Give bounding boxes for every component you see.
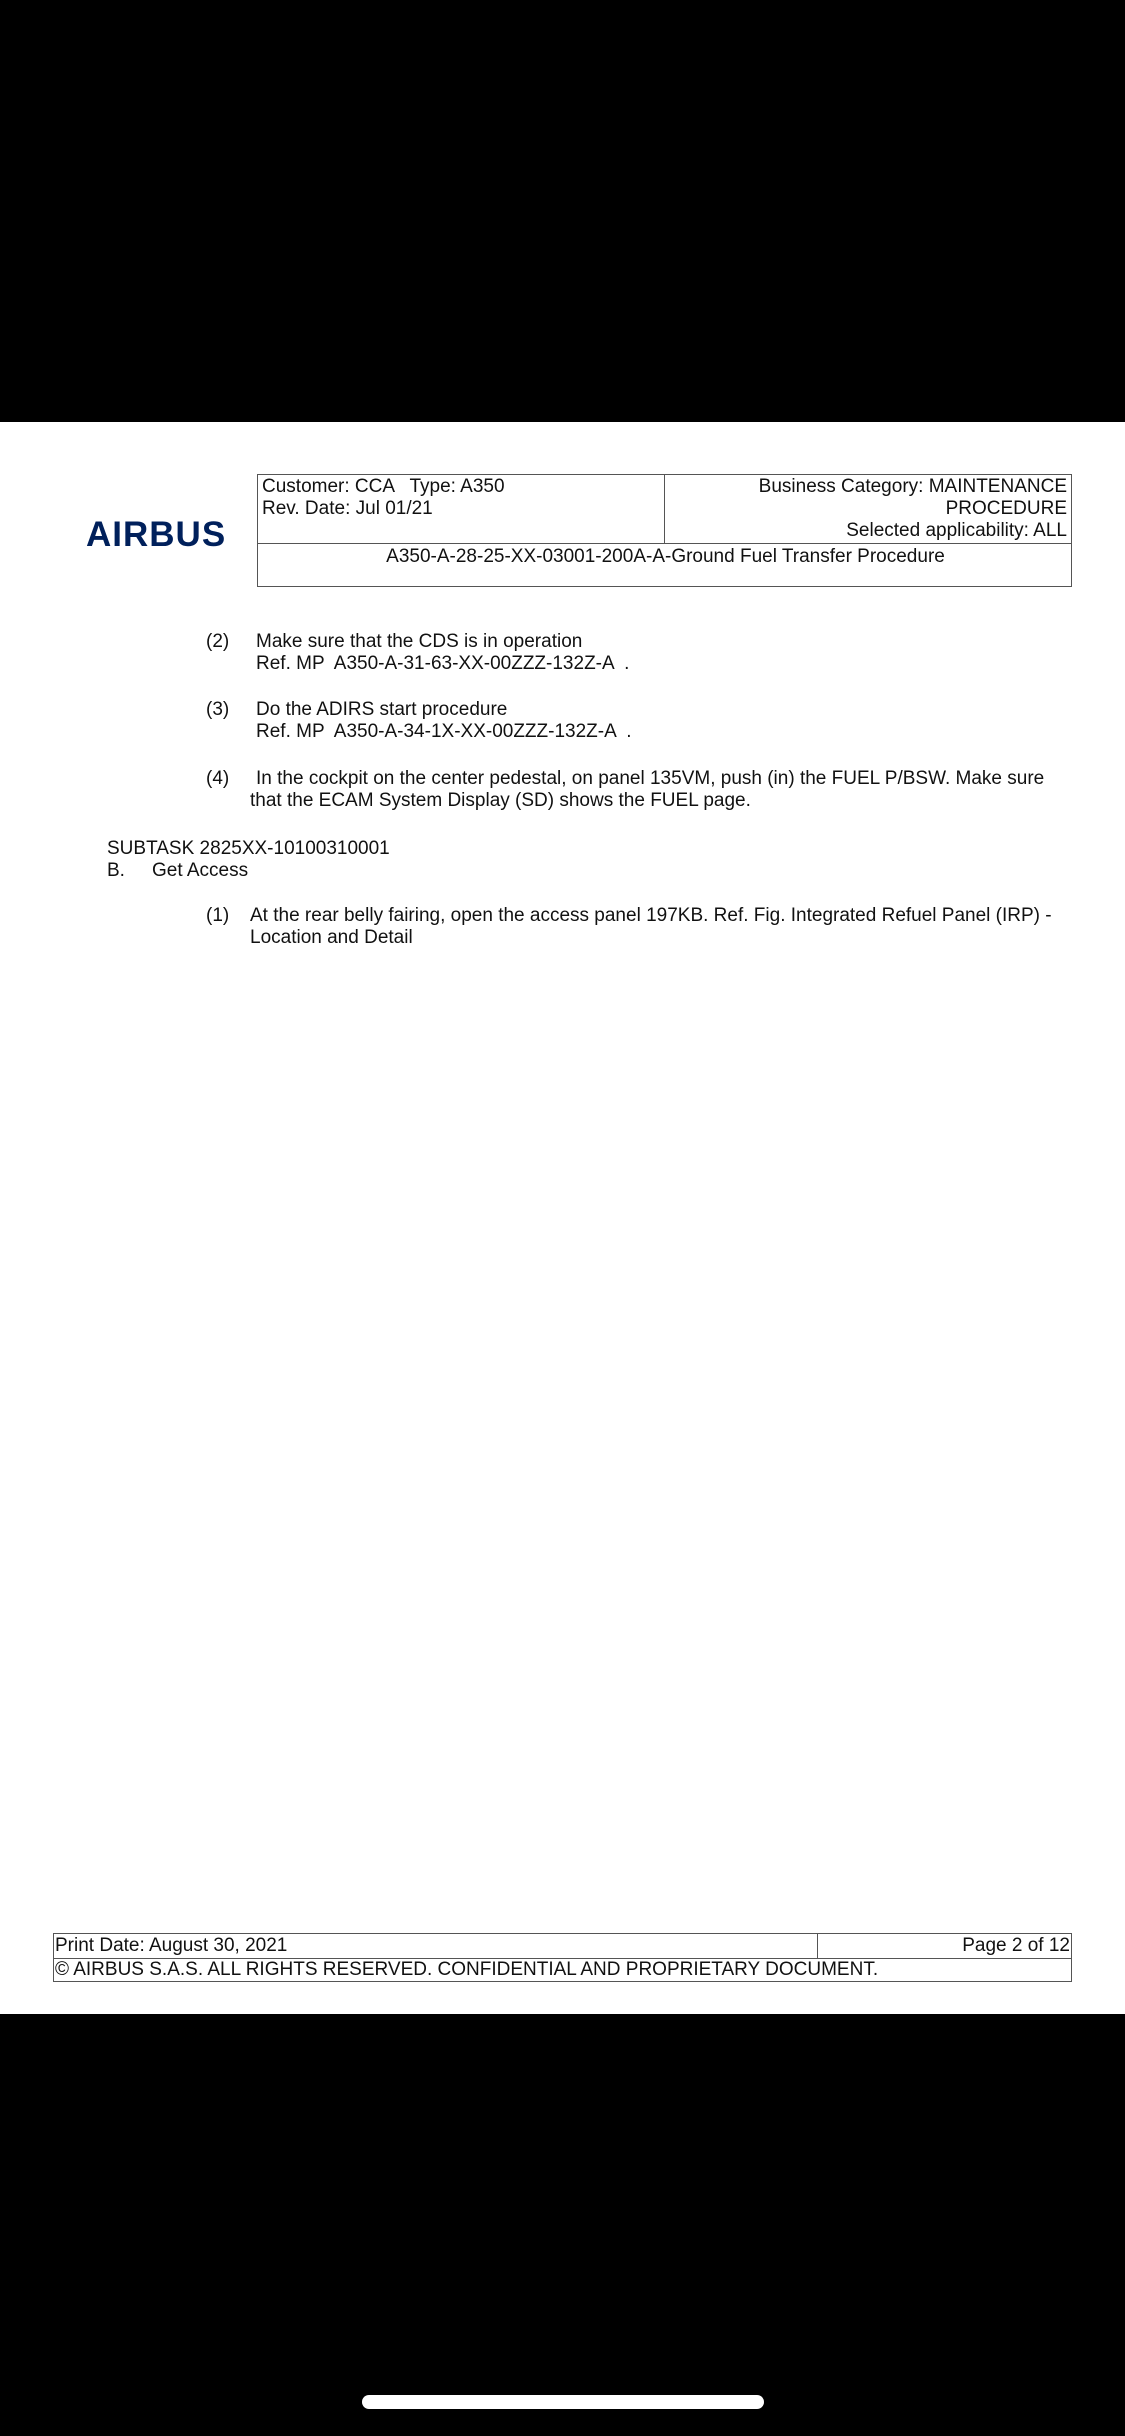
header-right-cell (669, 476, 1067, 542)
copyright-notice: © AIRBUS S.A.S. ALL RIGHTS RESERVED. CONFIDENTIAL AND PROPRIETARY DOCUMENT. (55, 1959, 879, 1980)
access-step-1 (206, 905, 1066, 949)
step-4 (206, 768, 1066, 812)
subtask-title: Get Access (152, 860, 249, 881)
subtask-letter: B. (107, 860, 125, 881)
step-number: (4) (206, 768, 230, 789)
subtask-id: SUBTASK 2825XX-10100310001 (107, 838, 390, 859)
customer-type: Customer: CCA Type: A350 (262, 476, 505, 497)
applicability: Selected applicability: ALL (846, 520, 1067, 541)
step-text: At the rear belly fairing, open the access panel 197KB. Ref. Fig. Integrated Refuel Panel (IRP) - Location and Detail (250, 905, 1052, 948)
step-number: (3) (206, 699, 230, 720)
business-category: Business Category: MAINTENANCE (758, 476, 1067, 497)
document-page (0, 422, 1125, 2014)
footer-table (53, 1933, 1072, 1982)
step-number: (1) (206, 905, 230, 926)
subtask-block (107, 838, 390, 882)
rev-date: Rev. Date: Jul 01/21 (262, 498, 433, 519)
page-number: Page 2 of 12 (962, 1935, 1070, 1956)
airbus-logo: AIRBUS (86, 515, 227, 554)
business-category-cont: PROCEDURE (945, 498, 1067, 519)
header-table (257, 474, 1072, 587)
step-3 (206, 699, 1066, 743)
step-text: Make sure that the CDS is in operation Ref. MP A350-A-31-63-XX-00ZZZ-132Z-A . (256, 631, 630, 674)
step-text: Do the ADIRS start procedure Ref. MP A350-A-34-1X-XX-00ZZZ-132Z-A . (256, 699, 632, 742)
subtask-heading (107, 860, 390, 882)
header-left-cell (262, 476, 505, 520)
step-text: In the cockpit on the center pedestal, on panel 135VM, push (in) the FUEL P/BSW. Make sure that the ECAM System Display (SD) shows the FUEL page. (250, 768, 1045, 811)
step-number: (2) (206, 631, 230, 652)
doc-title: A350-A-28-25-XX-03001-200A-A-Ground Fuel Transfer Procedure (386, 546, 945, 567)
step-2 (206, 631, 1066, 675)
print-date: Print Date: August 30, 2021 (55, 1935, 288, 1956)
home-indicator[interactable] (362, 2395, 764, 2409)
